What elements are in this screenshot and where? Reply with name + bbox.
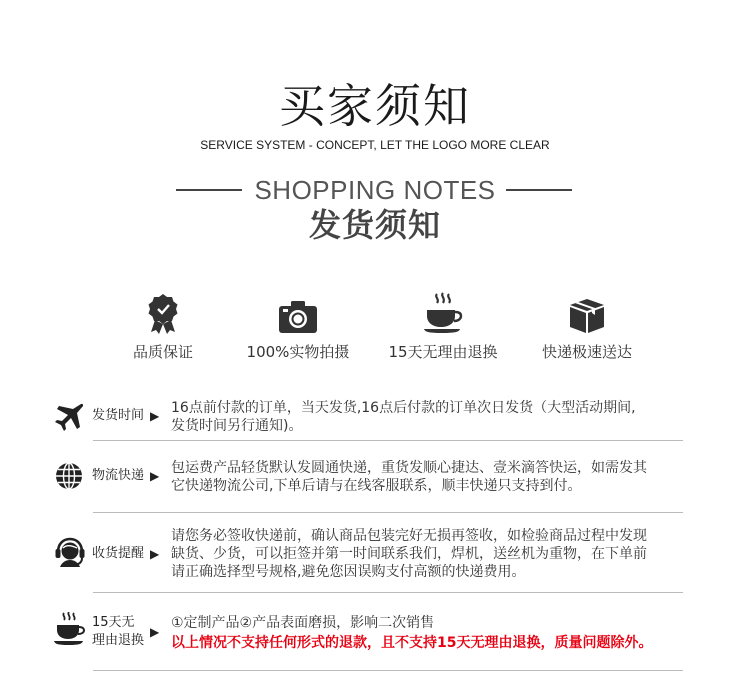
customer-service-icon bbox=[54, 536, 86, 572]
notice-text bbox=[171, 459, 683, 495]
feature-quality bbox=[88, 290, 238, 362]
divider bbox=[93, 440, 683, 441]
notice-line: 它快递物流公司,下单后请与在线客服联系，顺丰快递只支持到付。 bbox=[171, 478, 582, 494]
notice-label: 物流快递 bbox=[92, 468, 145, 483]
feature-label: 100%实物拍摄 bbox=[246, 343, 350, 361]
notice-warning: 以上情况不支持任何形式的退款，且不支持15天无理由退换，质量问题除外。 bbox=[171, 635, 653, 651]
notice-label: 发货时间 bbox=[92, 408, 145, 423]
airplane-icon bbox=[54, 402, 84, 436]
section-heading bbox=[0, 172, 750, 208]
notice-receipt bbox=[52, 526, 684, 586]
notice-text bbox=[171, 399, 683, 435]
globe-icon bbox=[54, 461, 84, 495]
package-box-icon bbox=[512, 290, 662, 334]
hot-cup-icon bbox=[54, 612, 86, 650]
notice-text bbox=[171, 613, 683, 653]
feature-real-photo bbox=[223, 290, 373, 362]
notice-return-policy bbox=[52, 610, 684, 654]
notice-line: 发货时间另行通知)。 bbox=[171, 418, 303, 434]
page-subtitle: SERVICE SYSTEM - CONCEPT, LET THE LOGO MORE CLEAR bbox=[200, 138, 550, 152]
notice-text bbox=[171, 527, 683, 581]
heading-rule-right bbox=[506, 189, 572, 191]
notice-line: 缺货、少货，可以拒签并第一时间联系我们，焊机，送丝机为重物，在下单前 bbox=[171, 546, 647, 562]
notice-line: 包运费产品轻货默认发圆通快递，重货发顺心捷达、壹米滴答快运，如需发其 bbox=[171, 460, 647, 476]
coffee-cup-icon bbox=[368, 290, 518, 334]
notice-arrow: ▶ bbox=[150, 547, 160, 561]
notice-logistics bbox=[52, 457, 684, 497]
notice-label bbox=[92, 614, 144, 650]
notice-line: 16点前付款的订单，当天发货,16点后付款的订单次日发货（大型活动期间, bbox=[171, 400, 636, 416]
notice-arrow: ▶ bbox=[150, 469, 160, 483]
feature-return bbox=[368, 290, 518, 362]
feature-label: 快递极速送达 bbox=[541, 343, 632, 361]
feature-label: 品质保证 bbox=[132, 343, 193, 361]
notice-label-line: 15天无 bbox=[92, 615, 135, 630]
notice-label-line: 理由退换 bbox=[92, 633, 145, 648]
divider bbox=[93, 512, 683, 513]
award-ribbon-icon bbox=[88, 290, 238, 334]
divider bbox=[93, 592, 683, 593]
section-title-en: SHOPPING NOTES bbox=[254, 175, 496, 205]
notice-label: 收货提醒 bbox=[92, 546, 145, 561]
notice-line: ①定制产品②产品表面磨损，影响二次销售 bbox=[171, 615, 435, 631]
feature-fast-delivery bbox=[512, 290, 662, 362]
notice-line: 请正确选择型号规格,避免您因误购支付高额的快递费用。 bbox=[171, 564, 526, 580]
camera-icon bbox=[223, 290, 373, 334]
notice-line: 请您务必签收快递前，确认商品包装完好无损再签收，如检验商品过程中发现 bbox=[171, 528, 647, 544]
notice-arrow: ▶ bbox=[150, 409, 160, 423]
page-title: 买家须知 bbox=[279, 79, 471, 133]
notice-shipping-time bbox=[52, 398, 684, 438]
feature-label: 15天无理由退换 bbox=[388, 343, 498, 361]
notice-arrow: ▶ bbox=[150, 625, 160, 639]
section-title-cn: 发货须知 bbox=[308, 206, 441, 244]
divider bbox=[93, 670, 683, 671]
